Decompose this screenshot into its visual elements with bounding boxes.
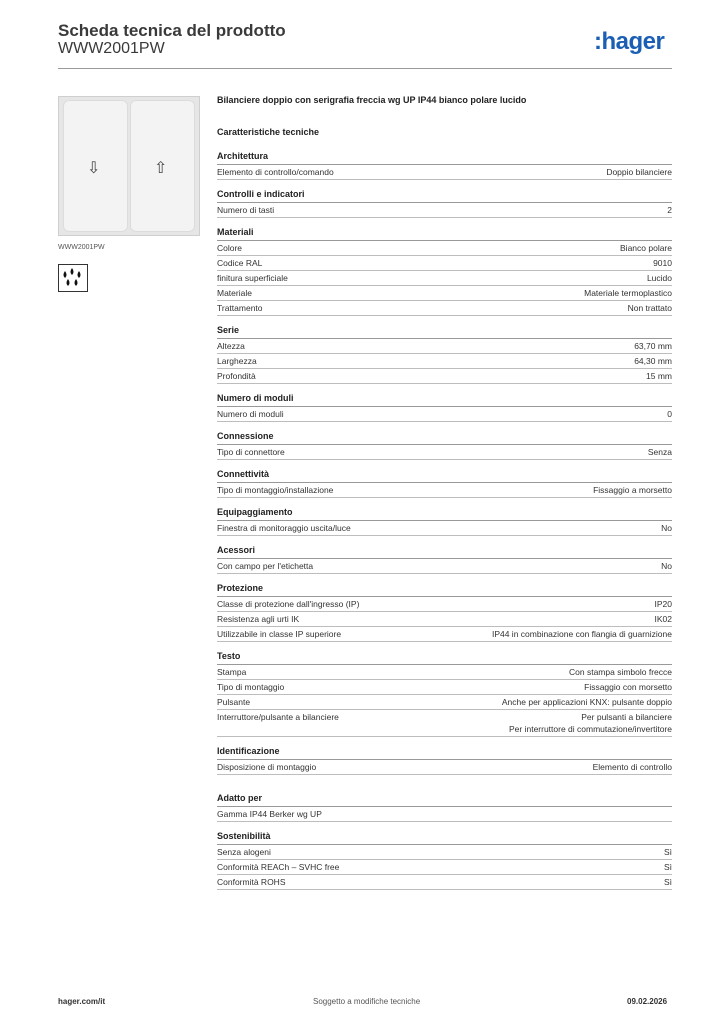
spec-row [217, 256, 672, 271]
spec-value-line: No [661, 561, 672, 571]
spec-row [217, 559, 672, 574]
spec-row [217, 407, 672, 422]
spec-label: Tipo di montaggio [217, 682, 285, 692]
spec-value [606, 166, 672, 178]
spec-value-line: Materiale termoplastico [584, 288, 672, 298]
spec-value [661, 522, 672, 534]
header-divider [58, 68, 672, 69]
spec-sections [217, 151, 672, 890]
spec-value [620, 242, 672, 254]
hager-logo [594, 28, 664, 56]
spec-label: Numero di moduli [217, 409, 284, 419]
spec-value-line: IP20 [654, 599, 672, 609]
spec-value [634, 340, 672, 352]
spec-row [217, 339, 672, 354]
spec-label: Classe di protezione dall'ingresso (IP) [217, 599, 360, 609]
spec-value-line: 9010 [653, 258, 672, 268]
spec-label: Altezza [217, 341, 245, 351]
spec-value [593, 484, 672, 496]
footer-website: hager.com/it [58, 997, 106, 1006]
spec-value-line: Anche per applicazioni KNX: pulsante doppio [501, 697, 672, 707]
spec-value [661, 560, 672, 572]
spec-value [667, 408, 672, 420]
spec-row [217, 695, 672, 710]
spec-section [217, 227, 672, 316]
spec-section [217, 469, 672, 498]
spec-section [217, 189, 672, 218]
spec-label: Codice RAL [217, 258, 263, 268]
spec-section [217, 583, 672, 642]
arrow-down-icon: ⇩ [87, 160, 101, 177]
spec-row [217, 627, 672, 642]
spec-section [217, 545, 672, 574]
spec-value-line: 0 [667, 409, 672, 419]
spec-content [217, 95, 672, 899]
spec-label: Resistenza agli urti IK [217, 614, 300, 624]
tech-heading: Caratteristiche tecniche [217, 127, 320, 137]
spec-label: Larghezza [217, 356, 257, 366]
spec-section [217, 431, 672, 460]
spec-label: Conformità ROHS [217, 877, 286, 887]
spec-value [667, 204, 672, 216]
section-title: Controlli e indicatori [217, 189, 672, 203]
spec-value [502, 696, 672, 708]
spec-label: Elemento di controllo/comando [217, 167, 334, 177]
spec-label: Utilizzabile in classe IP superiore [217, 629, 342, 639]
spec-section [217, 831, 672, 890]
arrow-up-icon: ⇧ [154, 160, 168, 177]
spec-section [217, 151, 672, 180]
logo-colon: : [594, 28, 602, 55]
spec-row [217, 165, 672, 180]
spec-value-line: 64,30 mm [634, 356, 672, 366]
spec-value [628, 302, 672, 314]
rocker-left [63, 100, 128, 232]
spec-row [217, 445, 672, 460]
spec-label: Materiale [217, 288, 252, 298]
spec-value [655, 613, 673, 625]
section-title: Sostenibilità [217, 831, 672, 845]
spec-label: Colore [217, 243, 243, 253]
spec-label: Tipo di connettore [217, 447, 285, 457]
spec-label: finitura superficiale [217, 273, 288, 283]
spec-row [217, 710, 672, 737]
spec-section [217, 325, 672, 384]
spec-value-line: IK02 [654, 614, 672, 624]
logo-text: hager [601, 28, 665, 55]
spec-row [217, 483, 672, 498]
spec-value [653, 257, 672, 269]
spec-row [217, 760, 672, 775]
section-title: Architettura [217, 151, 672, 165]
spec-value-line: Senza [647, 447, 672, 457]
spec-value [655, 598, 673, 610]
spec-value-line: Elemento di controllo [592, 762, 672, 772]
spec-value-line: 15 mm [646, 371, 672, 381]
spec-value-line: IP44 in combinazione con flangia di guarnizione [491, 629, 672, 639]
spec-value [584, 681, 672, 693]
spec-row [217, 860, 672, 875]
rocker-right [130, 100, 195, 232]
spec-section [217, 746, 672, 775]
spec-row [217, 203, 672, 218]
product-image [58, 96, 200, 236]
spec-section [217, 793, 672, 822]
section-title: Serie [217, 325, 672, 339]
section-title: Connettività [217, 469, 672, 483]
spec-row [217, 845, 672, 860]
spec-label: Profondità [217, 371, 256, 381]
spec-value-line: Per interruttore di commutazione/invertitore [509, 724, 672, 734]
spec-value [664, 846, 672, 858]
spec-value [664, 861, 672, 873]
spec-value [664, 876, 672, 888]
spec-value-line: 2 [667, 205, 672, 215]
spec-value [646, 370, 672, 382]
page-title: Scheda tecnica del prodotto [58, 21, 286, 40]
spec-section [217, 507, 672, 536]
spec-value-line: Bianco polare [620, 243, 672, 253]
spec-row [217, 521, 672, 536]
spec-label: Numero di tasti [217, 205, 275, 215]
section-title: Connessione [217, 431, 672, 445]
spec-value-line: 63,70 mm [634, 341, 672, 351]
spec-value-line: Con stampa simbolo frecce [569, 667, 672, 677]
spec-value [584, 287, 672, 299]
spec-value-line: Lucido [646, 273, 672, 283]
section-title: Equipaggiamento [217, 507, 672, 521]
spec-row [217, 612, 672, 627]
section-title: Materiali [217, 227, 672, 241]
spec-row [217, 875, 672, 890]
spec-value [509, 711, 672, 735]
spec-value-line: Per pulsanti a bilanciere [581, 712, 672, 722]
section-title: Testo [217, 651, 672, 665]
section-title: Numero di moduli [217, 393, 672, 407]
spec-row [217, 354, 672, 369]
spec-value [569, 666, 672, 678]
section-title: Protezione [217, 583, 672, 597]
spec-label: Gamma IP44 Berker wg UP [217, 809, 322, 819]
spec-value [492, 628, 672, 640]
spec-row [217, 665, 672, 680]
spec-label: Senza alogeni [217, 847, 271, 857]
section-title: Adatto per [217, 793, 672, 807]
spec-value-line: Doppio bilanciere [606, 167, 672, 177]
spec-value-line: Sì [663, 862, 672, 872]
spec-value-line: Sì [663, 847, 672, 857]
spec-label: Stampa [217, 667, 247, 677]
spec-row [217, 271, 672, 286]
spec-label: Finestra di monitoraggio uscita/luce [217, 523, 351, 533]
ip-splash-icon [58, 264, 88, 292]
spec-value [648, 446, 672, 458]
spec-row [217, 301, 672, 316]
spec-value-line: No [661, 523, 672, 533]
spec-row [217, 369, 672, 384]
spec-row [217, 807, 672, 822]
product-code-header: WWW2001PW [58, 40, 165, 57]
spec-label: Disposizione di montaggio [217, 762, 317, 772]
section-title: Identificazione [217, 746, 672, 760]
footer-date: 09.02.2026 [627, 997, 668, 1006]
spec-label: Interruttore/pulsante a bilanciere [217, 712, 339, 722]
spec-value [593, 761, 672, 773]
spec-label: Con campo per l'etichetta [217, 561, 314, 571]
spec-value [634, 355, 672, 367]
spec-value-line: Fissaggio a morsetto [593, 485, 672, 495]
spec-row [217, 680, 672, 695]
section-title: Acessori [217, 545, 672, 559]
spec-label: Tipo di montaggio/installazione [217, 485, 334, 495]
spec-row [217, 286, 672, 301]
footer-note: Soggetto a modifiche tecniche [313, 997, 421, 1006]
image-caption: WWW2001PW [58, 244, 105, 251]
spec-value-line: Sì [663, 877, 672, 887]
spec-row [217, 597, 672, 612]
spec-row [217, 241, 672, 256]
spec-value [647, 272, 672, 284]
spec-section [217, 393, 672, 422]
spec-label: Conformità REACh – SVHC free [217, 862, 340, 872]
spec-value-line: Fissaggio con morsetto [584, 682, 672, 692]
spec-value-line: Non trattato [627, 303, 672, 313]
spec-label: Trattamento [217, 303, 263, 313]
spec-section [217, 651, 672, 737]
product-name: Bilanciere doppio con serigrafia freccia wg UP IP44 bianco polare lucido [217, 95, 527, 105]
spec-label: Pulsante [217, 697, 251, 707]
